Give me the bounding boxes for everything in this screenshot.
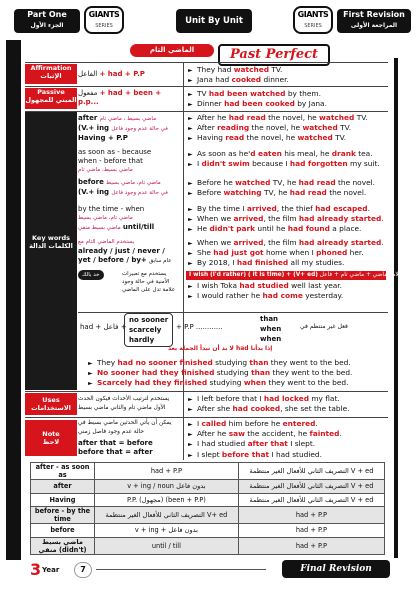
example-text: Before	[197, 188, 224, 198]
passive-en: Passive	[37, 88, 65, 96]
by-time-ar: ماضي تام، ماضي بسيط	[78, 215, 133, 221]
table-cell: Having	[31, 493, 95, 507]
uses-en: Uses	[42, 396, 60, 404]
part-one-label: Part One	[27, 10, 67, 19]
before-that-rule	[78, 448, 172, 457]
part-one-label-ar: الجزء الأول	[30, 22, 64, 29]
table-cell: after	[31, 480, 95, 494]
pas-rule: + had + been +	[99, 89, 162, 97]
example-text: yesterday.	[302, 291, 344, 301]
uses-label	[25, 393, 77, 415]
example-sentence	[188, 258, 388, 269]
bullet-arrow-icon: ►	[188, 161, 193, 169]
example-verb: had studied	[239, 281, 289, 290]
example-text: I slept.	[287, 439, 316, 449]
example-text: my flat.	[309, 394, 340, 403]
example-verb: watched	[302, 123, 338, 133]
table-row	[31, 537, 385, 554]
example-text: my suit.	[347, 159, 380, 169]
before-ving: (V.+ ing	[78, 188, 110, 196]
note-en: Note	[42, 430, 60, 438]
example-text: I would rather he	[197, 291, 263, 301]
title-arabic: الماضي التام	[130, 44, 214, 57]
bullet-arrow-icon: ►	[188, 151, 193, 158]
pas-rule-ar: مفعول	[78, 89, 98, 97]
table-cell: v + ing + بدون فاعل	[95, 524, 239, 538]
example-text: After he	[197, 113, 229, 122]
wish-note	[78, 270, 182, 293]
grid-sep	[78, 312, 388, 313]
unit-by-unit-box	[176, 9, 252, 33]
yet-text: yet / before / by+	[78, 256, 147, 264]
example-text: well last year.	[288, 281, 343, 290]
example-text: the novel, he	[265, 113, 320, 122]
bullet-arrow-icon: ►	[188, 283, 193, 290]
grid-top	[25, 62, 388, 63]
example-sentence	[188, 404, 388, 415]
example-verb: had cooked	[232, 404, 281, 414]
keywords-ar: الكلمات الدالة	[29, 242, 73, 250]
example-text: TV.	[269, 65, 283, 74]
before-rule	[78, 178, 182, 198]
example-sentence	[188, 159, 388, 170]
example-verb: had already started	[298, 238, 382, 247]
example-verb: when	[243, 378, 267, 388]
right-decor-bar	[394, 58, 398, 558]
example-verb: had come	[262, 291, 303, 301]
wish-bar-text: I wish (I'd rather) ( it is time) + (V+ ed)	[189, 272, 318, 278]
example-sentence	[188, 291, 388, 302]
pas-rule-2: p.p...	[78, 98, 99, 106]
example-text: her.	[347, 248, 364, 258]
note-ar: لاحظ	[42, 438, 60, 446]
example-sentence	[88, 378, 349, 389]
first-revision-label: First Revision	[343, 10, 405, 19]
example-sentence	[188, 224, 388, 235]
example-text: She	[197, 248, 214, 258]
left-decor-bar	[6, 40, 21, 560]
before-ar2: في حالة عدم وجود فاعل	[111, 190, 168, 196]
example-text: the novel, he	[244, 133, 298, 143]
table-cell: before	[31, 524, 95, 538]
bullet-arrow-icon: ►	[188, 451, 193, 459]
example-text: They had	[197, 65, 234, 74]
table-row	[31, 507, 385, 524]
bullet-arrow-icon: ►	[188, 190, 193, 198]
example-text: by them.	[285, 89, 321, 98]
example-verb: had been watched	[208, 89, 286, 98]
table-cell: after - as soon as	[31, 463, 95, 480]
example-verb: before that	[221, 449, 270, 459]
example-text: I had studied	[197, 439, 248, 449]
example-text: studying	[212, 358, 250, 367]
example-text: I had studied.	[269, 449, 322, 459]
hardly-text: hardly	[129, 336, 155, 344]
affirmation-label	[25, 64, 77, 84]
final-revision-badge: Final Revision	[282, 560, 390, 578]
example-text: I	[197, 159, 202, 169]
example-text: .	[367, 204, 370, 213]
example-verb: didn't park	[209, 224, 256, 234]
example-text: I wish Toka	[197, 281, 240, 290]
example-text: until he	[255, 224, 288, 234]
bullet-arrow-icon: ►	[188, 293, 193, 301]
after-rule	[78, 114, 182, 143]
example-verb: had found	[287, 224, 330, 234]
no-sooner-text: no sooner	[129, 316, 169, 324]
example-text: because I	[249, 159, 290, 169]
example-verb: read	[225, 133, 245, 143]
giants-logo	[84, 6, 124, 34]
example-text: .	[381, 214, 384, 224]
attention-badge: خد بالك	[78, 270, 104, 280]
example-text: TV.	[354, 113, 368, 122]
example-text: When we	[197, 238, 234, 247]
wish-structure-bar	[186, 271, 403, 280]
page-number: 7	[74, 562, 92, 578]
example-verb: saw	[228, 429, 245, 439]
bullet-arrow-icon: ►	[188, 406, 193, 414]
example-text: him before he	[226, 419, 283, 428]
logo-sub-right: SERIES	[304, 23, 322, 29]
first-revision-box	[337, 9, 411, 33]
red-note-ar: لا بد أن نبدأ الجملة بعد had إذا بدأنا	[168, 345, 273, 352]
example-verb: watched	[297, 133, 333, 143]
example-text: the accident, he	[244, 429, 310, 439]
table-cell: ماضي بسيط منفي (didn't)	[31, 537, 95, 554]
bullet-arrow-icon: ►	[188, 206, 193, 213]
table-row	[31, 480, 385, 494]
by-time-text: by the time - when	[78, 205, 145, 213]
table-cell: التصريف الثاني للأفعال الغير منتظمة V+ ed	[95, 507, 239, 524]
table-cell: P.P. (مجهول) (been + P.P)	[95, 493, 239, 507]
example-text: a place.	[329, 224, 362, 234]
example-verb: had escaped	[315, 204, 368, 213]
example-verb: watched	[233, 65, 270, 74]
example-text: .	[381, 238, 384, 247]
page-footer	[30, 560, 390, 580]
summary-table	[30, 462, 385, 555]
bullet-arrow-icon: ►	[188, 135, 193, 143]
example-verb: than	[251, 368, 271, 378]
bullet-arrow-icon: ►	[188, 441, 193, 449]
example-text: , the film	[263, 214, 299, 224]
bullet-arrow-icon: ►	[188, 101, 193, 109]
no-sooner-box	[124, 313, 173, 347]
first-revision-label-ar: المراجعة الأولى	[350, 22, 398, 29]
bullet-arrow-icon: ►	[188, 431, 193, 439]
passive-label	[25, 88, 77, 109]
example-text: they went to the bed.	[268, 358, 351, 367]
yet-ar: عام سابق	[149, 258, 172, 264]
bullet-arrow-icon: ►	[88, 360, 93, 367]
wish-note-ar2: الأمنية في حالة وجود	[122, 279, 170, 285]
example-text: They	[97, 358, 118, 367]
example-text: TV, he	[261, 188, 290, 198]
table-cell: التصريف الثاني للأفعال الغير منتظمة V + ed	[238, 480, 384, 494]
after-that-rule	[78, 439, 172, 448]
passive-ar: المبني للمجهول	[25, 96, 77, 104]
already-ar: يستخدم الماضي التام مع	[78, 239, 135, 245]
table-cell: had + P.P	[238, 524, 384, 538]
bullet-arrow-icon: ►	[188, 396, 193, 403]
grid-vert	[183, 62, 184, 460]
uses-ar2: الأول ماضي تام والثاني ماضي بسيط	[78, 405, 166, 411]
example-verb: watched	[319, 113, 355, 122]
affirmation-rule	[78, 70, 145, 79]
example-sentence	[188, 188, 388, 199]
example-text: , the thief	[276, 204, 316, 213]
example-text: Dinner	[197, 99, 225, 109]
table-cell: had + P.P	[95, 463, 239, 480]
bullet-arrow-icon: ►	[188, 421, 193, 428]
example-verb: cooked	[231, 75, 262, 85]
example-text: I left before that I	[197, 394, 264, 403]
example-text: the novel, he	[249, 123, 303, 133]
uses-ar: الاستخدامات	[31, 404, 71, 412]
table-row	[31, 524, 385, 538]
example-sentence	[188, 133, 388, 144]
bullet-arrow-icon: ►	[188, 240, 193, 247]
example-text: they went to the bed.	[270, 368, 353, 378]
part-one-box	[14, 9, 80, 33]
example-sentence	[188, 450, 388, 461]
bullet-arrow-icon: ►	[88, 380, 93, 388]
example-text: As soon as he'	[197, 149, 251, 158]
logo-sub: SERIES	[95, 23, 113, 29]
example-text: studying	[207, 378, 244, 388]
wish-note-ar3: علامة تدل على الماضي	[122, 287, 176, 293]
passive-rule	[78, 89, 161, 107]
example-verb: had just got	[213, 248, 264, 258]
as-soon-text: as soon as - because	[78, 148, 152, 156]
had-subj-text: had + فاعل +	[80, 323, 127, 331]
example-text: After he	[197, 429, 229, 439]
year-label: Year	[42, 566, 60, 574]
example-verb: phoned	[316, 248, 348, 258]
example-text: the novel.	[326, 188, 367, 198]
before-ar: ماضي تام، ماضي بسيط	[106, 180, 161, 186]
table-row	[31, 493, 385, 507]
example-verb: d eaten	[250, 149, 282, 158]
example-sentence	[188, 99, 388, 110]
table-cell: had + P.P	[238, 507, 384, 524]
example-verb: after that	[247, 439, 288, 449]
example-verb: No sooner had they finished	[97, 368, 215, 378]
example-verb: Scarcely had they finished	[97, 378, 208, 388]
example-verb: called	[201, 419, 227, 428]
after-word: after	[78, 114, 98, 122]
example-text: When we	[197, 214, 234, 224]
already-text: already / just / never /	[78, 247, 165, 255]
when-text-2: when	[260, 335, 282, 343]
unit-by-unit-label: Unit By Unit	[185, 16, 243, 26]
simple-past-ar: ماضي بسيط، ماضي تام	[78, 167, 133, 173]
grid-sep	[25, 391, 388, 392]
footer-rule	[96, 569, 266, 570]
example-verb: fainted	[309, 429, 340, 439]
example-text: studying	[214, 368, 252, 378]
example-text: I slept	[197, 449, 222, 459]
uses-rule	[78, 395, 169, 413]
bullet-arrow-icon: ►	[188, 125, 193, 133]
having-pp: Having + P.P	[78, 134, 128, 142]
by-time-rule	[78, 205, 182, 233]
affirmation-ar: الإثبات	[40, 72, 62, 80]
example-verb: had read	[289, 188, 327, 198]
than-when	[260, 314, 281, 344]
bullet-arrow-icon: ►	[88, 370, 93, 378]
table-cell: التصريف الثاني للأفعال الغير منتظمة V + ed	[238, 493, 384, 507]
had-subj	[80, 323, 127, 331]
example-verb: had read	[228, 113, 266, 122]
grid-sep	[25, 111, 388, 112]
example-verb: than	[249, 358, 269, 367]
example-text: I	[197, 419, 202, 428]
bullet-arrow-icon: ►	[188, 67, 193, 74]
when-text: when	[260, 325, 282, 333]
example-verb: had been cooked	[224, 99, 295, 109]
table-cell: v + ing / noun بدون فاعل	[95, 480, 239, 494]
logo-text: GIANTS	[88, 10, 120, 19]
affirmation-en: Affirmation	[30, 64, 72, 72]
table-cell: had + P.P	[238, 537, 384, 554]
example-text: , the film	[263, 238, 299, 247]
after-ar2: في حالة عدم وجود فاعل	[111, 126, 168, 132]
wish-bar-ar: علامة ماضي + ماضي تام + فاعل	[317, 272, 403, 278]
example-text: they went to the bed.	[266, 378, 349, 388]
as-soon-rule	[78, 148, 182, 175]
title-english: Past Perfect	[218, 44, 330, 66]
already-rule	[78, 238, 182, 266]
example-text: By 2018, I	[197, 258, 237, 268]
example-text: Before he	[197, 178, 236, 187]
before-word: before	[78, 178, 104, 186]
grid-sep	[25, 417, 388, 418]
example-text: TV, he	[270, 178, 299, 187]
table-cell: التصريف الثاني للأفعال الغير منتظمة V + ed	[238, 463, 384, 480]
logo-text-right: GIANTS	[297, 10, 329, 19]
uses-ar1: يستخدم لترتيب الأحداث فيكون الحدث	[78, 396, 170, 402]
example-verb: had already started	[298, 214, 382, 224]
example-text: his meal, he	[281, 149, 332, 158]
example-verb: had read	[298, 178, 336, 187]
example-verb: didn't swim	[201, 159, 250, 169]
example-text: By the time I	[197, 204, 247, 213]
example-text: tea.	[355, 149, 373, 158]
example-text: After she	[197, 404, 233, 414]
table-cell: until / till	[95, 537, 239, 554]
example-verb: arrived	[233, 214, 264, 224]
example-text: After	[197, 123, 218, 133]
giants-logo-right	[293, 6, 333, 34]
example-text: , she set the table.	[280, 404, 350, 414]
before-that-text: before that = after	[78, 448, 153, 456]
bullet-arrow-icon: ►	[188, 180, 193, 187]
wish-note-ar: يستخدم مع تعبيرات	[122, 271, 167, 277]
example-text: Having	[197, 133, 226, 143]
after-that-text: after that = before	[78, 439, 153, 447]
example-text: dinner.	[261, 75, 289, 85]
aff-rule: + had + P.P	[99, 70, 145, 78]
grade-number: 3	[30, 560, 42, 579]
example-verb: entered	[282, 419, 316, 428]
example-verb: reading	[217, 123, 250, 133]
example-text: home when I	[263, 248, 317, 258]
example-verb: had forgotten	[289, 159, 348, 169]
aff-rule-ar: الفاعل	[78, 70, 98, 78]
example-text: TV.	[332, 133, 347, 143]
keywords-en: Key words	[31, 234, 71, 242]
bullet-arrow-icon: ►	[188, 77, 193, 85]
example-text: the novel.	[335, 178, 376, 187]
example-text: TV.	[337, 123, 352, 133]
after-ar: ماضي بسيط ، ماضي تام	[99, 116, 157, 122]
example-text: all my studies.	[288, 258, 345, 268]
bullet-arrow-icon: ►	[188, 216, 193, 224]
example-text: TV	[197, 89, 209, 98]
bullet-arrow-icon: ►	[188, 260, 193, 268]
note-ar1: يمكن أن يأتي الحدثين ماضي بسيط في	[78, 420, 172, 426]
bullet-arrow-icon: ►	[188, 115, 193, 122]
example-sentence	[188, 75, 388, 86]
table-row	[31, 463, 385, 480]
bullet-arrow-icon: ►	[188, 226, 193, 234]
pp-dots: + P.P ............	[176, 323, 223, 331]
page-header	[6, 6, 413, 36]
example-verb: arrived	[246, 204, 277, 213]
scarcely-text: scarcely	[129, 326, 162, 334]
note-label	[25, 420, 77, 456]
example-text: by Jana.	[294, 99, 327, 109]
after-ving: (V.+ ing	[78, 124, 110, 132]
until-ar: ماضي بسيط منفي	[78, 225, 121, 231]
verb-ar: فعل غير منتظم في	[300, 323, 348, 330]
bullet-arrow-icon: ►	[188, 91, 193, 98]
bullet-arrow-icon: ►	[188, 250, 193, 258]
example-text: .	[339, 429, 342, 439]
example-verb: had locked	[263, 394, 309, 403]
example-verb: arrived	[233, 238, 264, 247]
until-text: until/till	[122, 223, 155, 231]
example-text: Jana had	[197, 75, 232, 85]
keywords-label	[25, 112, 77, 390]
example-text: .	[315, 419, 318, 428]
example-text: He	[197, 224, 210, 234]
example-verb: watched	[235, 178, 271, 187]
than-text: than	[260, 315, 279, 323]
when-before-text: when - before that	[78, 157, 143, 165]
example-verb: had finished	[236, 258, 289, 268]
note-ar2: حالة عدم وجود فاصل زمني	[78, 429, 144, 435]
example-verb: drank	[331, 149, 356, 158]
example-verb: watching	[223, 188, 262, 198]
example-verb: had no sooner finished	[117, 358, 213, 367]
table-cell: before - by the time	[31, 507, 95, 524]
note-rule	[78, 419, 172, 457]
